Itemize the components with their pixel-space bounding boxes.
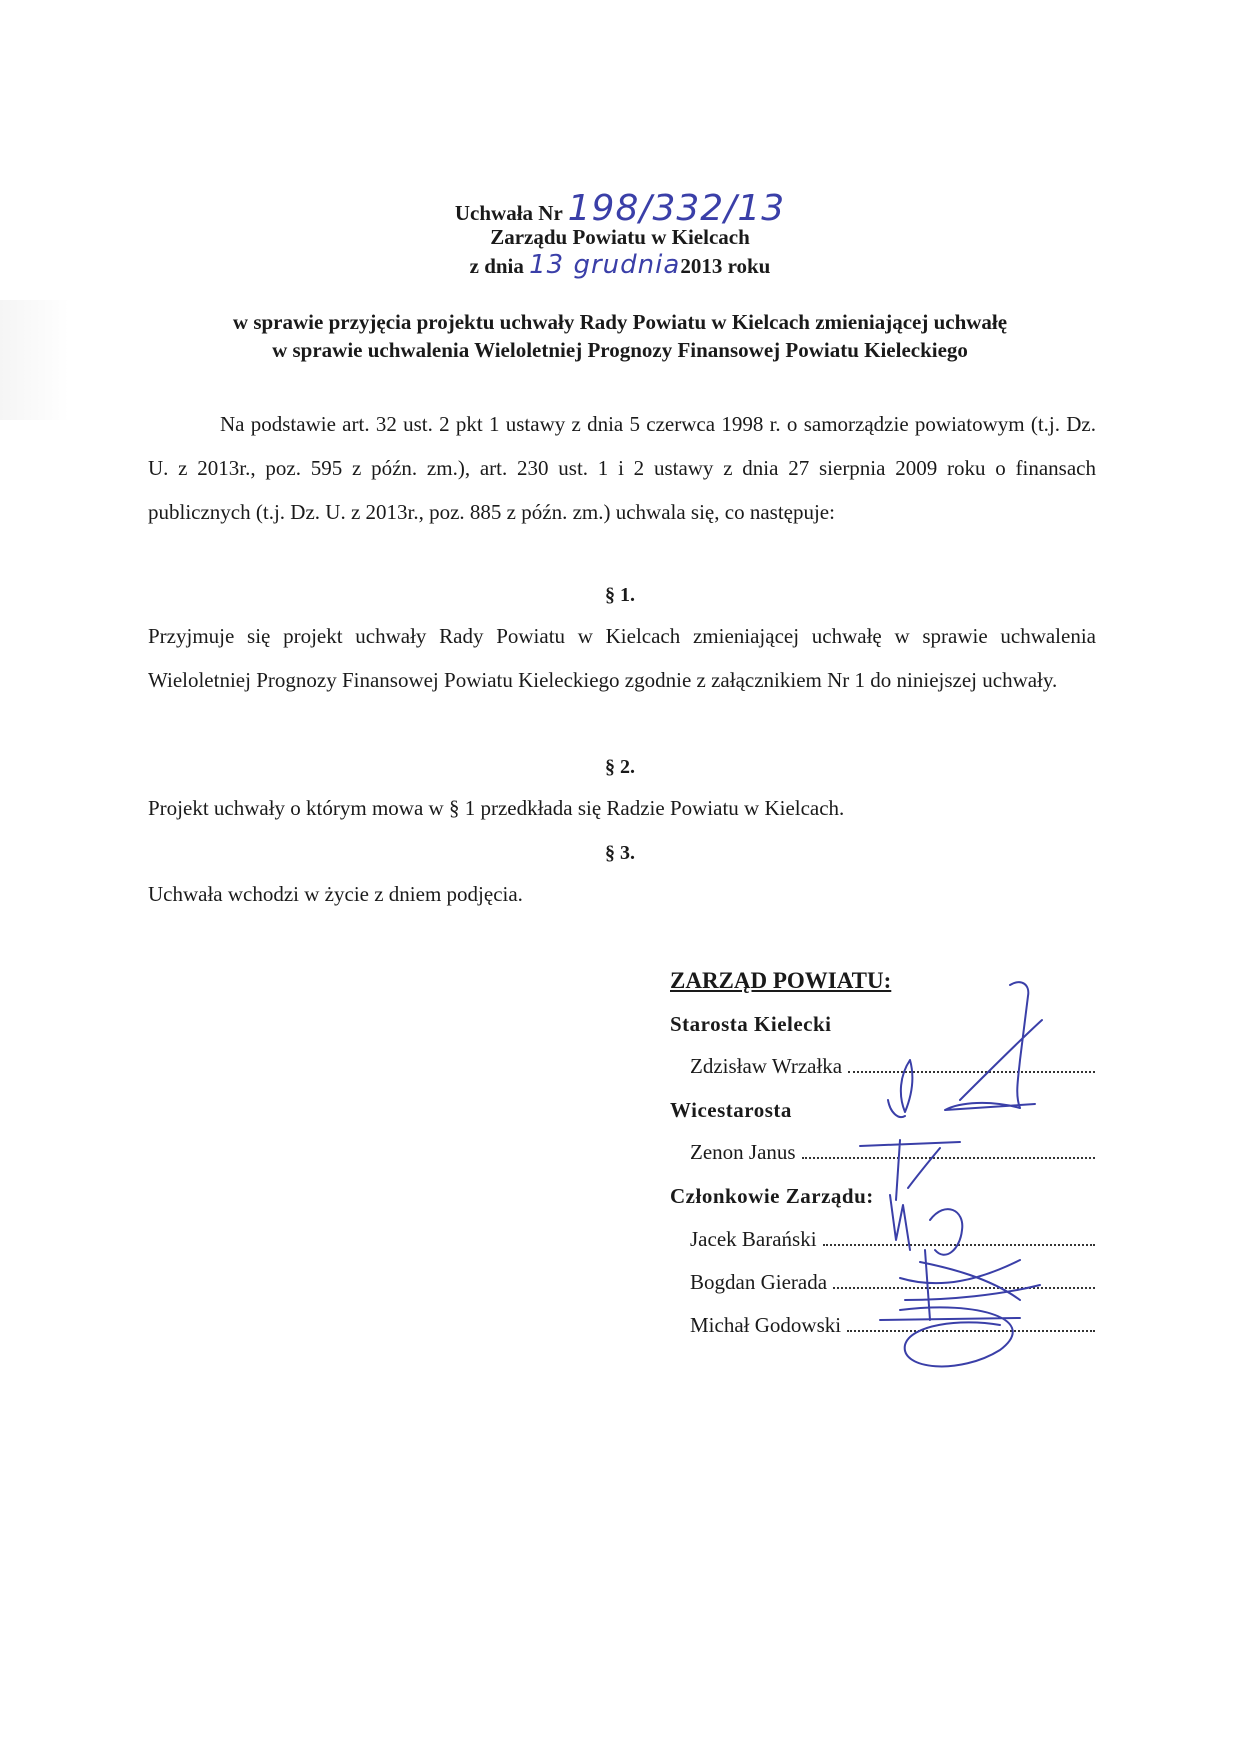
preamble (148, 402, 1096, 534)
date-year: 2013 roku (680, 254, 771, 278)
signature-dots (802, 1156, 1095, 1159)
wicestarosta-role: Wicestarosta (670, 1098, 792, 1122)
starosta-signature-line (690, 1054, 1095, 1079)
signature-dots (847, 1329, 1095, 1332)
issuer-line (0, 225, 1240, 250)
signature-wicestarosta (860, 1060, 960, 1200)
section-1-heading: § 1. (605, 584, 635, 606)
member-signature-line (690, 1270, 1095, 1295)
member-signature-line (690, 1227, 1095, 1252)
member-name: Zenon Janus (690, 1140, 796, 1164)
subject-line-1: w sprawie przyjęcia projektu uchwały Rady Powiatu w Kielcach zmieniającej uchwałę (232, 310, 1008, 334)
subject-line-2: w sprawie uchwalenia Wieloletniej Prognozy Finansowej Powiatu Kieleckiego (272, 338, 968, 362)
signature-dots (833, 1286, 1095, 1289)
handwritten-date: 13 grudnia (529, 250, 681, 280)
section-3-text: Uchwała wchodzi w życie z dniem podjęcia. (148, 882, 523, 906)
signature-starosta (945, 982, 1042, 1110)
member-name: Bogdan Gierada (690, 1270, 828, 1294)
member-name: Michał Godowski (690, 1313, 842, 1337)
handwritten-resolution-number: 198/332/13 (567, 188, 786, 229)
wicestarosta-signature-line (690, 1140, 1095, 1165)
section-2-text: Projekt uchwały o którym mowa w § 1 przedkłada się Radzie Powiatu w Kielcach. (148, 796, 845, 820)
member-name: Jacek Barański (690, 1227, 817, 1251)
resolution-label: Uchwała Nr (454, 201, 563, 225)
preamble-text: Na podstawie art. 32 ust. 2 pkt 1 ustawy z dnia 5 czerwca 1998 r. o samorządzie powiatowym (t.j. Dz. U. z 2013r., poz. 595 z późn. zm.), art. 230 ust. 1 i 2 ustawy z dnia 27 sierpnia 2009 roku o finansach publicznych (t.j. Dz. U. z 2013r., poz. 885 z późn. zm.) uchwala się, co następuje: (148, 412, 1096, 524)
issuer-name: Zarządu Powiatu w Kielcach (490, 225, 750, 249)
signature-dots (848, 1070, 1095, 1073)
resolution-number-line (0, 188, 1240, 229)
section-1-text: Przyjmuje się projekt uchwały Rady Powiatu w Kielcach zmieniającej uchwałę w sprawie uchwalenia Wieloletniej Prognozy Finansowej Powiatu Kieleckiego zgodnie z załącznikiem Nr 1 do niniejszej uchwały. (148, 624, 1096, 692)
member-signature-line (690, 1313, 1095, 1338)
signature-dots (823, 1243, 1095, 1246)
members-role: Członkowie Zarządu: (670, 1184, 874, 1208)
section-3-heading: § 3. (605, 842, 635, 864)
member-name: Zdzisław Wrzałka (690, 1054, 843, 1078)
section-2-heading: § 2. (605, 756, 635, 778)
starosta-role: Starosta Kielecki (670, 1012, 832, 1036)
board-title: ZARZĄD POWIATU: (670, 968, 892, 993)
subject (0, 308, 1240, 364)
date-line (0, 250, 1240, 280)
date-prefix: z dnia (469, 254, 524, 278)
